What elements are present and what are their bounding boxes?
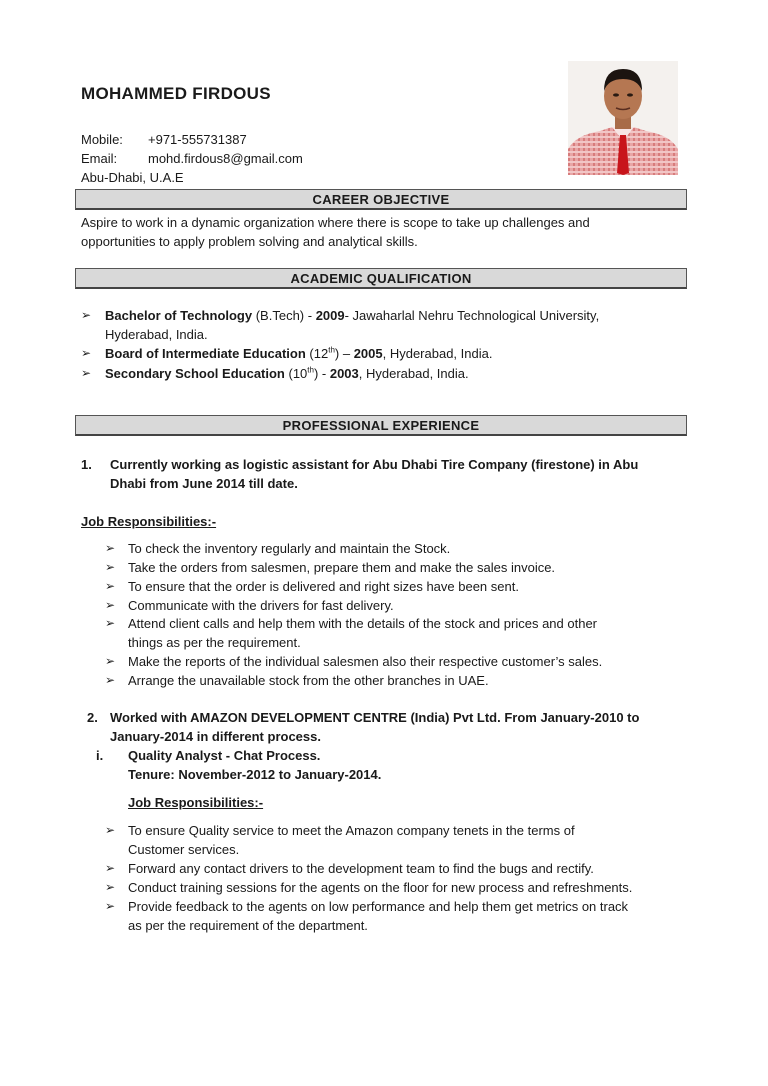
career-objective-line-1: Aspire to work in a dynamic organization where there is scope to take up challenges and (81, 215, 590, 230)
degree-year: 2005 (353, 346, 383, 361)
professional-experience-header: PROFESSIONAL EXPERIENCE (75, 415, 687, 436)
job-2-sub-number: i. (96, 748, 104, 763)
academic-item-line-2: Hyderabad, India. (105, 327, 208, 342)
degree-name: Bachelor of Technology (105, 308, 253, 323)
arrow-bullet-icon: ➢ (105, 598, 116, 612)
arrow-bullet-icon: ➢ (81, 308, 92, 322)
email-value: mohd.firdous8@gmail.com (148, 151, 303, 166)
job-2-tenure: Tenure: November-2012 to January-2014. (128, 767, 382, 782)
degree-place: , Hyderabad, India. (358, 366, 469, 381)
job-1-bullet: Attend client calls and help them with the details of the stock and prices and other (128, 616, 597, 631)
arrow-bullet-icon: ➢ (105, 823, 116, 837)
job-2-title-line-1: Worked with AMAZON DEVELOPMENT CENTRE (India) Pvt Ltd. From January-2010 to (110, 710, 640, 725)
job-2-number: 2. (87, 710, 98, 725)
mobile-label: Mobile: (81, 132, 123, 147)
candidate-name: MOHAMMED FIRDOUS (81, 84, 271, 103)
arrow-bullet-icon: ➢ (105, 560, 116, 574)
job-2-bullet: Conduct training sessions for the agents on the floor for new process and refreshments. (128, 880, 633, 895)
email-line (81, 149, 303, 168)
email-label: Email: (81, 151, 118, 166)
arrow-bullet-icon: ➢ (105, 579, 116, 593)
academic-item (105, 364, 469, 383)
job-1-bullet: Communicate with the drivers for fast delivery. (128, 598, 394, 613)
arrow-bullet-icon: ➢ (105, 673, 116, 687)
job-1-number: 1. (81, 457, 92, 472)
degree-grade: (10 (284, 366, 308, 381)
academic-qualification-header: ACADEMIC QUALIFICATION (75, 268, 687, 289)
location: Abu-Dhabi, U.A.E (81, 170, 184, 185)
degree-name: Board of Intermediate Education (105, 346, 306, 361)
arrow-bullet-icon: ➢ (105, 654, 116, 668)
job-2-responsibilities-title: Job Responsibilities:- (128, 795, 264, 810)
degree-grade: (12 (305, 346, 329, 361)
degree-year: 2009 (315, 308, 345, 323)
job-1-bullet: Take the orders from salesmen, prepare them and make the sales invoice. (128, 560, 556, 575)
arrow-bullet-icon: ➢ (105, 899, 116, 913)
job-2-bullet-continued: as per the requirement of the department. (128, 918, 368, 933)
arrow-bullet-icon: ➢ (81, 346, 92, 360)
superscript: th (328, 345, 335, 355)
degree-separator: ) - (313, 366, 330, 381)
job-1-bullet: To check the inventory regularly and maintain the Stock. (128, 541, 451, 556)
degree-abbr: (B.Tech) - (252, 308, 316, 323)
job-1-bullet-continued: things as per the requirement. (128, 635, 301, 650)
job-1-bullet: To ensure that the order is delivered and right sizes have been sent. (128, 579, 519, 594)
job-1-title-line-1: Currently working as logistic assistant for Abu Dhabi Tire Company (firestone) in Abu (110, 457, 639, 472)
degree-separator: ) – (334, 346, 354, 361)
job-2-bullet: Forward any contact drivers to the development team to find the bugs and rectify. (128, 861, 594, 876)
degree-year: 2003 (329, 366, 359, 381)
job-1-bullet: Arrange the unavailable stock from the other branches in UAE. (128, 673, 489, 688)
job-1-responsibilities-title: Job Responsibilities:- (81, 514, 217, 529)
job-2-bullet: Provide feedback to the agents on low performance and help them get metrics on track (128, 899, 629, 914)
academic-item (105, 344, 492, 363)
profile-photo (568, 61, 678, 175)
arrow-bullet-icon: ➢ (81, 366, 92, 380)
mobile-value: +971-555731387 (148, 132, 247, 147)
job-2-bullet-continued: Customer services. (128, 842, 240, 857)
arrow-bullet-icon: ➢ (105, 616, 116, 630)
degree-institution: - Jawaharlal Nehru Technological University, (344, 308, 600, 323)
job-1-bullet: Make the reports of the individual salesmen also their respective customer’s sales. (128, 654, 603, 669)
arrow-bullet-icon: ➢ (105, 861, 116, 875)
job-2-sub-title: Quality Analyst - Chat Process. (128, 748, 321, 763)
career-objective-header: CAREER OBJECTIVE (75, 189, 687, 210)
academic-item (105, 306, 599, 325)
mobile-line (81, 130, 247, 149)
career-objective-line-2: opportunities to apply problem solving and analytical skills. (81, 234, 418, 249)
degree-name: Secondary School Education (105, 366, 285, 381)
job-2-title-line-2: January-2014 in different process. (110, 729, 321, 744)
arrow-bullet-icon: ➢ (105, 880, 116, 894)
degree-place: , Hyderabad, India. (382, 346, 493, 361)
arrow-bullet-icon: ➢ (105, 541, 116, 555)
job-2-bullet: To ensure Quality service to meet the Amazon company tenets in the terms of (128, 823, 575, 838)
superscript: th (307, 365, 314, 375)
job-1-title-line-2: Dhabi from June 2014 till date. (110, 476, 298, 491)
